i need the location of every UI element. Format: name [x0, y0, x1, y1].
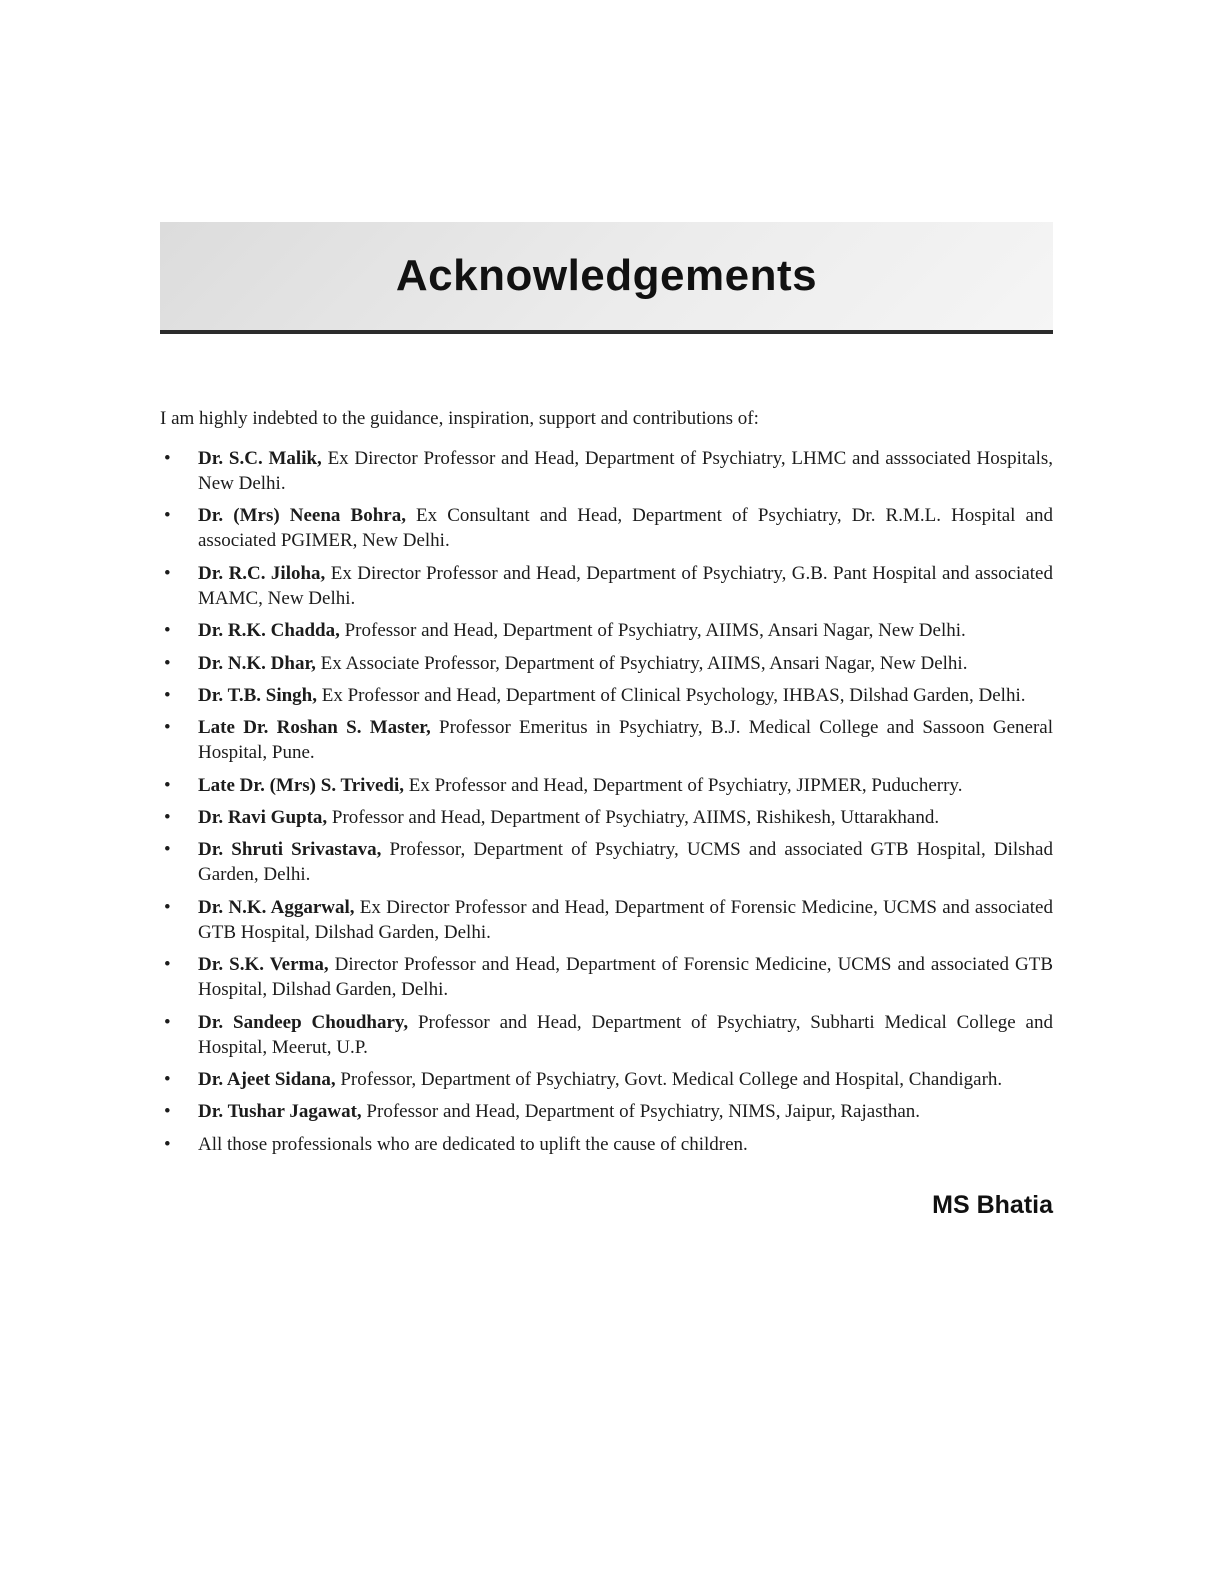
person-description: Professor and Head, Department of Psychiatry, Subharti Medical College and Hospital, Meerut, U.P.	[198, 1011, 1053, 1058]
person-description: Professor and Head, Department of Psychiatry, NIMS, Jaipur, Rajasthan.	[361, 1101, 921, 1123]
person-description: Professor and Head, Department of Psychiatry, AIIMS, Ansari Nagar, New Delhi.	[339, 620, 966, 642]
person-name: Dr. T.B. Singh,	[198, 684, 317, 706]
title-banner	[160, 222, 1053, 334]
person-description: Ex Professor and Head, Department of Psychiatry, JIPMER, Puducherry.	[404, 774, 963, 796]
list-item	[160, 1132, 1053, 1157]
person-description: Ex Consultant and Head, Department of Psychiatry, Dr. R.M.L. Hospital and associated PGIMER, New Delhi.	[198, 505, 1053, 552]
list-item	[160, 1099, 1053, 1124]
author-signature: MS Bhatia	[932, 1191, 1053, 1220]
person-name: Dr. Tushar Jagawat,	[198, 1101, 362, 1123]
list-item	[160, 837, 1053, 888]
person-name: Dr. N.K. Aggarwal,	[198, 896, 355, 918]
person-name: Dr. Ajeet Sidana,	[198, 1069, 336, 1091]
list-item	[160, 561, 1053, 612]
person-name: Dr. Shruti Srivastava,	[198, 839, 382, 861]
list-item	[160, 618, 1053, 643]
person-description: Ex Director Professor and Head, Department of Forensic Medicine, UCMS and associated GTB Hospital, Dilshad Garden, Delhi.	[198, 896, 1053, 943]
person-name: Dr. R.K. Chadda,	[198, 620, 340, 642]
list-item	[160, 446, 1053, 497]
list-item	[160, 1067, 1053, 1092]
person-name: Dr. R.C. Jiloha,	[198, 562, 326, 584]
person-description: Director Professor and Head, Department of Forensic Medicine, UCMS and associated GTB Hospital, Dilshad Garden, Delhi.	[198, 954, 1053, 1001]
intro-text: I am highly indebted to the guidance, inspiration, support and contributions of:	[160, 408, 759, 429]
person-name: Dr. Ravi Gupta,	[198, 806, 328, 828]
list-item	[160, 952, 1053, 1003]
person-name: Late Dr. (Mrs) S. Trivedi,	[198, 774, 404, 796]
list-item	[160, 805, 1053, 830]
person-description: Professor Emeritus in Psychiatry, B.J. Medical College and Sassoon General Hospital, Pune.	[198, 717, 1054, 764]
list-item	[160, 651, 1053, 676]
page-title: Acknowledgements	[395, 251, 818, 300]
list-item	[160, 773, 1053, 798]
person-description: All those professionals who are dedicated to uplift the cause of children.	[198, 1133, 748, 1155]
list-item	[160, 715, 1053, 766]
person-name: Dr. N.K. Dhar,	[198, 652, 316, 674]
person-description: Ex Director Professor and Head, Department of Psychiatry, G.B. Pant Hospital and associated MAMC, New Delhi.	[198, 562, 1053, 609]
person-name: Dr. (Mrs) Neena Bohra,	[198, 505, 406, 527]
person-name: Dr. S.C. Malik,	[198, 447, 322, 469]
person-description: Professor, Department of Psychiatry, UCMS and associated GTB Hospital, Dilshad Garden, Delhi.	[198, 839, 1053, 886]
page-content	[160, 0, 1053, 1220]
list-item	[160, 895, 1053, 946]
list-item	[160, 1010, 1053, 1061]
person-description: Professor, Department of Psychiatry, Govt. Medical College and Hospital, Chandigarh.	[335, 1069, 1003, 1091]
person-description: Ex Director Professor and Head, Department of Psychiatry, LHMC and asssociated Hospitals, New Delhi.	[198, 447, 1053, 494]
person-name: Dr. Sandeep Choudhary,	[198, 1011, 409, 1033]
person-name: Late Dr. Roshan S. Master,	[198, 717, 431, 739]
person-description: Professor and Head, Department of Psychiatry, AIIMS, Rishikesh, Uttarakhand.	[327, 806, 940, 828]
person-description: Ex Professor and Head, Department of Clinical Psychology, IHBAS, Dilshad Garden, Delhi.	[316, 684, 1026, 706]
list-item	[160, 503, 1053, 554]
list-item	[160, 683, 1053, 708]
person-name: Dr. S.K. Verma,	[198, 954, 329, 976]
person-description: Ex Associate Professor, Department of Psychiatry, AIIMS, Ansari Nagar, New Delhi.	[315, 652, 968, 674]
acknowledgements-list	[160, 446, 1053, 1157]
